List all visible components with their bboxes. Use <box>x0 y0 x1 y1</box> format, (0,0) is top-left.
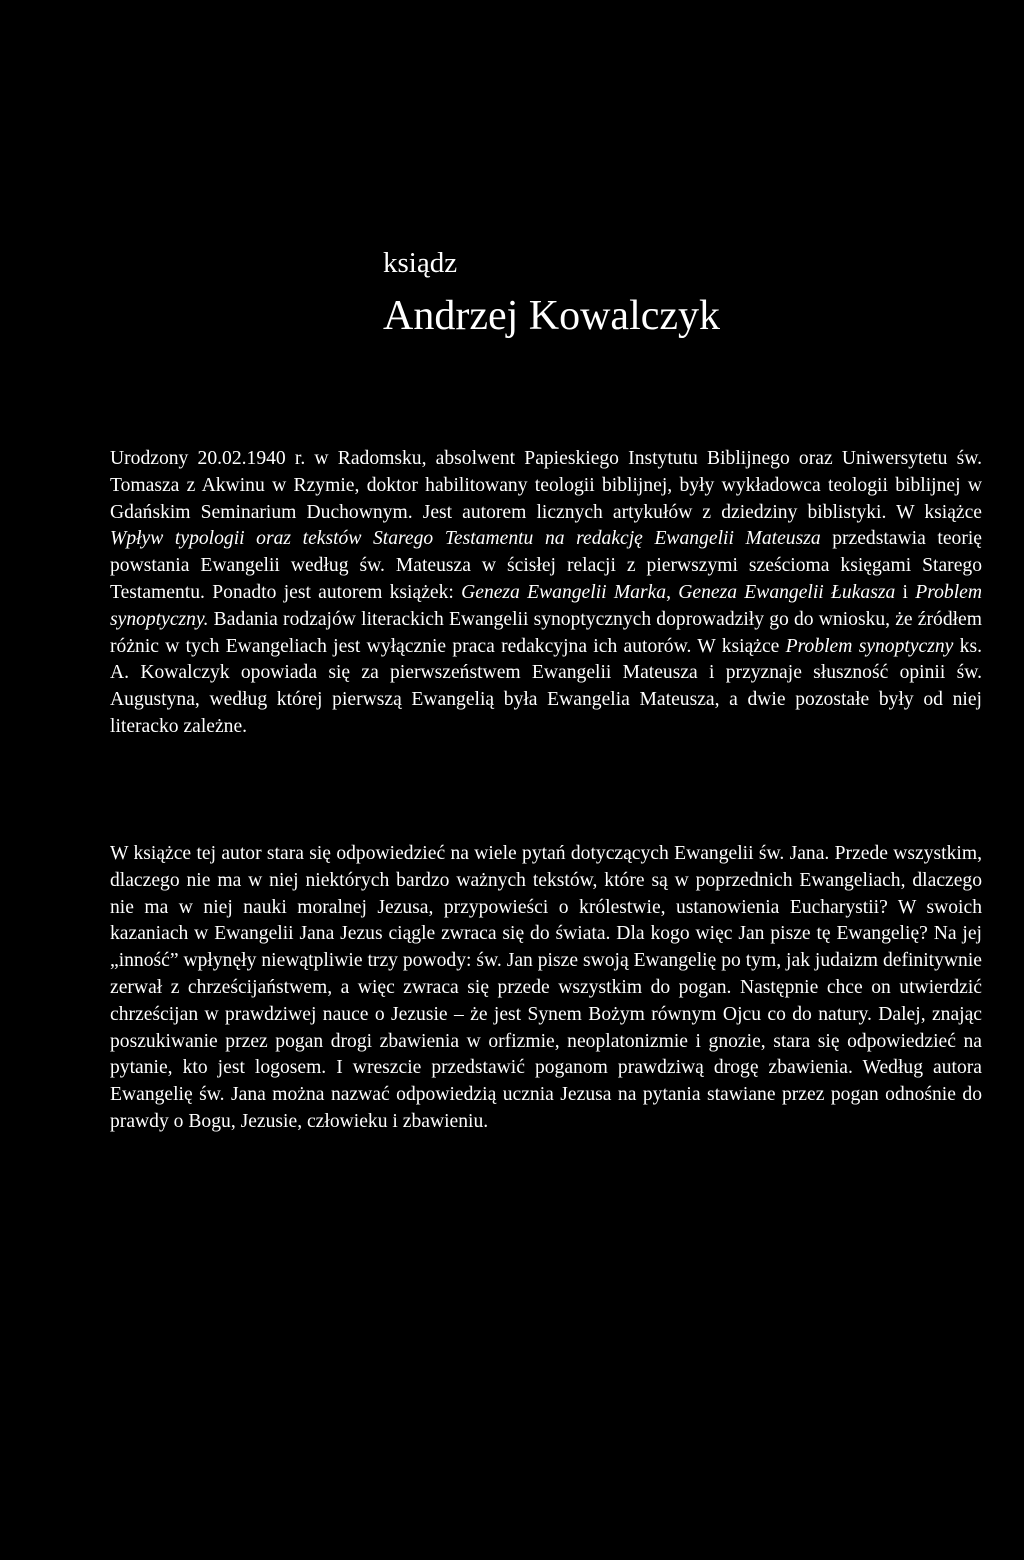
bio-text-2: przedstawia teorię powstania Ewangelii według św. Mateusza w ścisłej relacji z pierwszymi sześcioma księgami Starego Testamentu. Ponadto jest autorem książek: <box>110 528 982 603</box>
book-title-geneza-marka: Geneza Ewangelii Marka <box>461 581 667 603</box>
author-biography <box>110 446 982 741</box>
bio-text-4: i <box>895 581 916 603</box>
book-title-problem-synoptyczny-2: Problem synoptyczny <box>785 635 954 657</box>
bio-text-1: Urodzony 20.02.1940 r. w Radomsku, absolwent Papieskiego Instytutu Biblijnego oraz Uniwersytetu św. Tomasza z Akwinu w Rzymie, doktor habilitowany teologii biblijnej, były wykładowca teologii biblijnej w Gdańskim Seminarium Duchownym. Jest autorem licznych artykułów z dziedziny biblistyki. W książce <box>110 448 982 523</box>
bio-text-6: ks. A. Kowalczyk opowiada się za pierwszeństwem Ewangelii Mateusza i przyznaje słuszność opinii św. Augustyna, według której pierwszą Ewangelią była Ewangelia Mateusza, a dwie pozostałe były od niej literacko zależne. <box>110 635 982 737</box>
book-summary: W książce tej autor stara się odpowiedzieć na wiele pytań dotyczących Ewangelii św. Jana. Przede wszystkim, dlaczego nie ma w niej niektórych bardzo ważnych tekstów, które są w poprzednich Ewangeliach, dlaczego nie ma w niej nauki moralnej Jezusa, przypowieści o królestwie, ustanowienia Eucharystii? W swoich kazaniach w Ewangelii Jana Jezus ciągle zwraca się do świata. Dla kogo więc Jan pisze tę Ewangelię? Na jej „inność” wpłynęły niewątpliwie trzy powody: św. Jan pisze swoją Ewangelię po tym, jak judaizm definitywnie zerwał z chrześcijaństwem, a więc zwraca się przede wszystkim do pogan. Następnie chce on utwierdzić chrześcijan w prawdziwej nauce o Jezusie – że jest Synem Bożym równym Ojcu co do natury. Dalej, znając poszukiwanie przez pogan drogi zbawienia w orfizmie, neoplatonizmie i gnozie, stara się odpowiedzieć na pytanie, kto jest logosem. I wreszcie przedstawić poganom prawdziwą drogę zbawienia. Według autora Ewangelię św. Jana można nazwać odpowiedzią ucznia Jezusa na pytania stawiane przez pogan odnośnie do prawdy o Bogu, Jezusie, człowieku i zbawieniu. <box>110 843 982 1132</box>
author-name: Andrzej Kowalczyk <box>383 293 721 339</box>
bio-text-3: , <box>666 581 679 603</box>
book-title-geneza-lukasza: Geneza Ewangelii Łukasza <box>678 581 896 603</box>
book-title-problem-synoptyczny: Problem synoptyczny. <box>110 581 982 630</box>
author-header <box>383 238 720 344</box>
bio-text-5: Badania rodzajów literackich Ewangelii synoptycznych doprowadziły go do wniosku, że źródłem różnic w tych Ewangeliach jest wyłącznie praca redakcyjna ich autorów. W książce <box>110 608 982 657</box>
book-title-wplyw-typologii: Wpływ typologii oraz tekstów Starego Testamentu na redakcję Ewangelii Mateusza <box>110 528 821 550</box>
author-title-prefix: ksiądz <box>383 247 458 279</box>
